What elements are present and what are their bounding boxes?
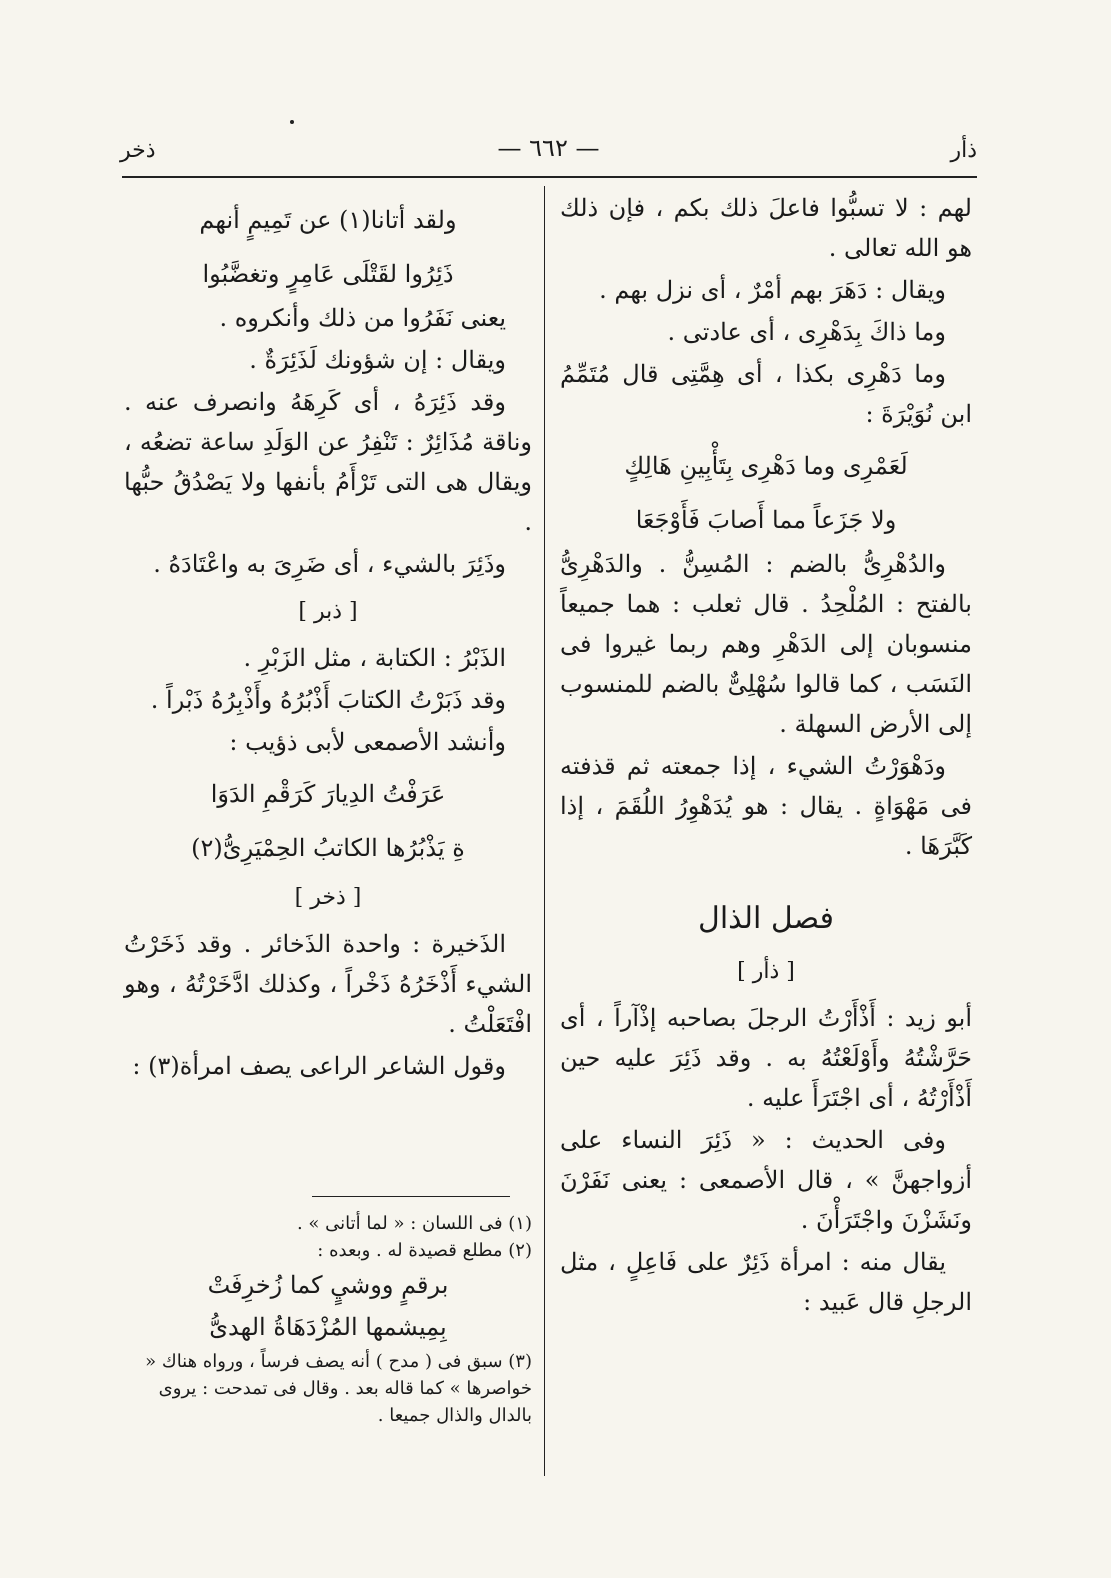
verse-line: ذَئِرُوا لقَتْلَى عَامِرٍ وتغضَّبُوا (202, 260, 454, 288)
entry-heading: [ ذأر ] (737, 959, 795, 984)
entry-heading: [ ذبر ] (298, 599, 358, 624)
verse-line: برقمٍ ووشيٍ كما زُخرِفَتْ (207, 1271, 449, 1299)
paragraph: (٢) مطلع قصيدة له . وبعده : (317, 1240, 532, 1261)
paragraph: أبو زيد : أَذْأَرْتُ الرجلَ بصاحبه إذْآراً ، أى حَرَّشْتُهُ وأَوْلَعْتُهُ به . وقد ذَئِرَ عليه حين أَذْأَرْتُهُ ، أى اجْتَرَأَ عليه . (560, 1004, 972, 1112)
paragraph: وقد ذَئِرَهُ ، أى كَرِهَهُ وانصرف عنه . وناقة مُذَائِرٌ : تَنْفِرُ عن الوَلَدِ ساعة تضعُه ، ويقال هى التى تَرْأَمُ بأنفها ولا يَصْدُقُ حبُّها . (124, 388, 532, 536)
paragraph: يعنى نَفَرُوا من ذلك وأنكروه . (219, 304, 506, 332)
footnote-rule (312, 1196, 510, 1197)
paragraph: وقد ذَبَرْتُ الكتابَ أَذْبُرُهُ وأَذْبِرُهُ ذَبْراً . (150, 686, 506, 714)
paragraph: وذَئِرَ بالشيء ، أى ضَرِىَ به واعْتَادَهُ . (153, 550, 506, 578)
page-number: — ٦٦٢ — (497, 134, 600, 162)
header-root-left: ذخر (120, 138, 156, 163)
verse-line: لَعَمْرِى وما دَهْرِى بِتَأْبِينِ هَالِكٍ (624, 452, 908, 480)
paragraph: وفى الحديث : « ذَئِرَ النساء على أزواجهنَّ » ، قال الأصمعى : يعنى نَفَرْنَ ونَشَزْنَ واجْتَرَأْنَ . (560, 1126, 972, 1234)
section-title: فصل الذال (698, 901, 834, 936)
paragraph: (٣) سبق فى ( مدح ) أنه يصف فرساً ، ورواه هناك « خواصرها » كما قاله بعد . وقال فى تمدحت : يروى بالدال والذال جميعا . (145, 1351, 532, 1426)
entry-heading: [ ذخر ] (294, 885, 362, 910)
verse-line: بِمِيشمها المُزْدَهَاةُ الهدىُّ (209, 1313, 447, 1341)
verse-line: عَرَفْتُ الدِيارَ كَرَقْمِ الدَوَا (210, 780, 446, 808)
paragraph: الذَخيرة : واحدة الذَخائر . وقد ذَخَرْتُ الشيء أَذْخَرُهُ ذَخْراً ، وكذلك ادَّخَرْتُهُ ، وهو افْتَعَلْتُ . (124, 930, 532, 1038)
paragraph: الذَبْرُ : الكتابة ، مثل الزَبْرِ . (243, 644, 506, 672)
paragraph: لهم : لا تسبُّوا فاعلَ ذلك بكم ، فإن ذلك هو الله تعالى . (560, 194, 972, 262)
paragraph: والدُهْرِىُّ بالضم : المُسِنُّ . والدَهْرِىُّ بالفتح : المُلْحِدُ . قال ثعلب : هما جميعاً منسوبان إلى الدَهْرِ وهم ربما غيروا فى النَسَب ، كما قالوا سُهْلِىٌّ بالضم للمنسوب إلى الأرض السهلة . (560, 550, 972, 738)
column-divider (544, 186, 545, 1476)
verse-line: ةِ يَذْبُرُها الكاتبُ الحِمْيَرِىُّ(٢) (191, 834, 465, 862)
left-column (124, 188, 532, 1088)
paragraph: وما دَهْرِى بكذا ، أى هِمَّتِى قال مُتَمِّمُ ابن نُوَيْرَةَ : (560, 360, 972, 428)
verse-line: ولا جَزَعاً مما أَصابَ فَأَوْجَعَا (635, 506, 897, 534)
page-header (120, 130, 977, 170)
verse-line: ولقد أتانا(١) عن تَمِيمٍ أنهم (199, 206, 457, 234)
paragraph: وأنشد الأصمعى لأبى ذؤيب : (229, 728, 506, 756)
right-column (560, 188, 972, 1324)
header-root-right: ذأر (950, 138, 977, 163)
ink-dot (290, 120, 294, 124)
footnotes (124, 1210, 532, 1429)
paragraph: وما ذاكَ بِدَهْرِى ، أى عادتى . (667, 318, 946, 346)
paragraph: ويقال : دَهَرَ بهم أمْرٌ ، أى نزل بهم . (599, 276, 946, 304)
header-rule (122, 176, 977, 178)
paragraph: (١) فى اللسان : « لما أتانى » . (296, 1213, 532, 1234)
paragraph: ودَهْوَرْتُ الشيء ، إذا جمعته ثم قذفته فى مَهْوَاةٍ . يقال : هو يُدَهْوِرُ اللُقَمَ ، إذا كَبَّرَهَا . (560, 752, 972, 860)
paragraph: يقال منه : امرأة ذَئِرٌ على فَاعِلٍ ، مثل الرجلِ قال عَبيد : (560, 1248, 972, 1316)
paragraph: ويقال : إن شؤونك لَذَئِرَةٌ . (249, 346, 506, 374)
paragraph: وقول الشاعر الراعى يصف امرأة(٣) : (132, 1052, 506, 1080)
